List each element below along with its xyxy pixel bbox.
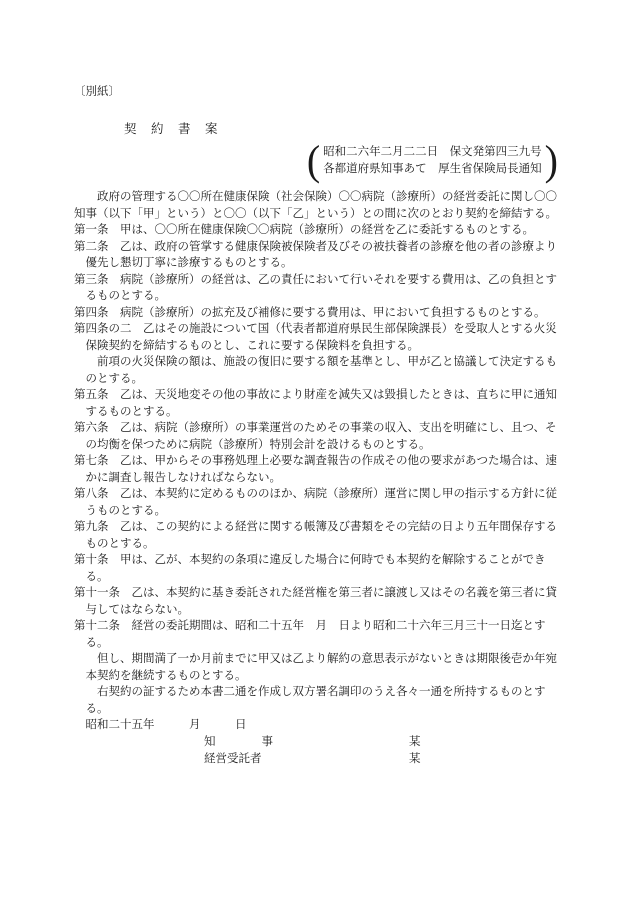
contract-paragraph: 第八条 乙は、本契約に定めるもののほか、病院（診療所）運営に関し甲の指示する方針に従うものとする。 [74,488,557,517]
contract-paragraph: 右契約の証するため本書二通を作成し双方署名調印のうえ各々一通を所持するものとする。 [85,686,546,715]
contract-paragraph: 第七条 乙は、甲からその事務処理上必要な調査報告の作成その他の要求があつた場合は、速かに調査し報告しなければならない。 [74,455,557,484]
notice-block [74,136,558,185]
contract-paragraph: 第二条 乙は、政府の管掌する健康保険被保険者及びその被扶養者の診療を他の者の診療より優先し懇切丁寧に診療するものとする。 [74,240,557,269]
signature-block [204,734,560,768]
contract-paragraph: 第十条 甲は、乙が、本契約の条項に違反した場合に何時でも本契約を解除することができる。 [74,554,546,583]
signature-name: 某 [409,735,421,748]
contract-paragraph: 第四条 病院（診療所）の拡充及び補修に要する費用は、甲において負担するものとする。 [74,306,546,319]
document-content [74,84,560,768]
signature-name: 某 [409,752,421,765]
signature-row [204,734,560,751]
contract-body [74,189,560,734]
contract-paragraph: 第三条 病院（診療所）の経営は、乙の責任において行いそれを要する費用は、乙の負担とするものとする。 [74,273,557,302]
contract-paragraph: 第一条 甲は、〇〇所在健康保険〇〇病院（診療所）の経営を乙に委託するものとする。 [74,224,534,236]
contract-paragraph: 政府の管理する〇〇所在健康保険（社会保険）〇〇病院（診療所）の経営委託に関し〇〇知事（以下「甲」という）と〇〇（以下「乙」という）との間に次のとおり契約を締結する。 [74,191,557,220]
contract-paragraph: 第十一条 乙は、本契約に基き委託された経営権を第三者に譲渡し又はその名義を第三者に貸与してはならない。 [74,587,557,616]
contract-paragraph: 第十二条 経営の委託期間は、昭和二十五年 月 日より昭和二十六年三月三十一日迄とする。 [74,620,546,649]
contract-paragraph: 前項の火災保険の額は、施設の復旧に要する額を基準とし、甲が乙と協議して決定するものとする。 [85,356,557,385]
notice-lines [323,144,542,178]
signature-role: 経営受託者 [204,752,262,765]
bracket-left-icon: ( [306,136,321,185]
document-title: 契 約 書 案 [124,121,219,136]
contract-paragraph: 但し、期間満了一か月前までに甲又は乙より解約の意思表示がないときは期限後壱か年宛本契約を継続するものとする。 [85,653,557,682]
contract-paragraph: 第五条 乙は、天災地変その他の事故により財産を減失又は毀損したときは、直ちに甲に通知するものとする。 [74,389,557,418]
notice-addressee: 各都道府県知事あて 厚生省保険局長通知 [323,163,542,175]
signature-role: 知 事 [204,735,273,748]
contract-paragraph: 第四条の二 乙はその施設について国（代表者都道府県民生部保険課長）を受取人とする火災保険契約を締結するものとし、これに要する保険料を負担する。 [74,323,557,352]
bracket-right-icon: ) [544,136,558,185]
contract-paragraph: 第六条 乙は、病院（診療所）の事業運営のためその事業の収入、支出を明確にし、且つ、その均衡を保つために病院（診療所）特別会計を設けるものとする。 [74,422,557,451]
notice-date-number: 昭和二六年二月二二日 保文発第四三九号 [323,146,542,158]
contract-paragraph: 第九条 乙は、この契約による経営に関する帳簿及び書類をその完結の日より五年間保存するものとする。 [74,521,557,550]
contract-paragraph: 昭和二十五年 月 日 [85,719,247,731]
attachment-label: 〔別紙〕 [74,86,120,98]
signature-row [204,751,560,768]
